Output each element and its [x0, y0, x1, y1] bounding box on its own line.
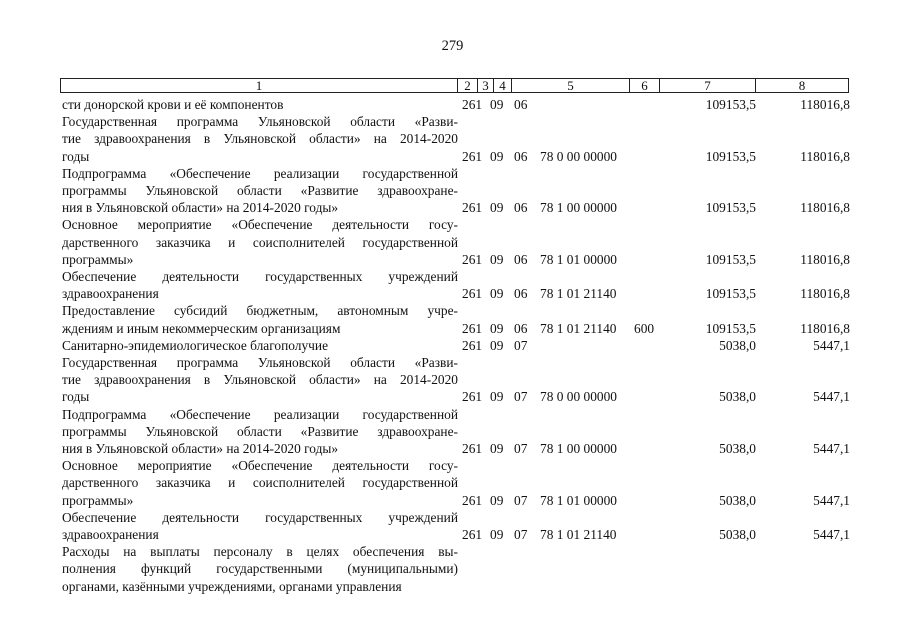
cell-c3: 09	[490, 251, 504, 267]
cell-c5: 78 1 00 00000	[540, 200, 617, 216]
row-description-line: ния в Ульяновской области» на 2014-2020 годы»	[62, 200, 339, 216]
row-description-line: тие здравоохранения в Ульяновской области» на 2014-2020	[62, 372, 458, 388]
row-description	[62, 337, 458, 354]
row-description	[62, 96, 458, 113]
cell-c5: 78 1 01 00000	[540, 251, 617, 267]
cell-c3: 09	[490, 320, 504, 336]
cell-c7: 5038,0	[719, 440, 756, 456]
cell-c4: 06	[514, 251, 528, 267]
cell-c3: 09	[490, 337, 504, 353]
row-description-line: ждениям и иным некоммерческим организациям	[62, 320, 341, 336]
row-description-line: сти донорской крови и её компонентов	[62, 97, 284, 112]
table-header	[60, 78, 849, 93]
row-description-line: Подпрограмма «Обеспечение реализации государственной	[62, 406, 458, 422]
row-description	[62, 457, 458, 509]
cell-c4: 06	[514, 320, 528, 336]
cell-c5: 78 1 00 00000	[540, 440, 617, 456]
row-description-line: дарственного заказчика и соисполнителей государственной	[62, 475, 458, 491]
row-description	[62, 216, 458, 268]
row-description-line: ния в Ульяновской области» на 2014-2020 годы»	[62, 441, 339, 456]
row-description-line: Подпрограмма «Обеспечение реализации государственной	[62, 165, 458, 181]
cell-c7: 109153,5	[705, 320, 756, 336]
cell-c2: 261	[462, 286, 483, 302]
cell-c7: 109153,5	[705, 251, 756, 267]
cell-c2: 261	[462, 526, 483, 542]
header-col-5: 5	[511, 79, 629, 92]
cell-c2: 261	[462, 337, 483, 353]
row-description-line: здравоохранения	[62, 286, 159, 302]
cell-c4: 06	[514, 200, 528, 216]
header-col-8: 8	[755, 79, 848, 92]
cell-c3: 09	[490, 526, 504, 542]
cell-c4: 06	[514, 97, 528, 112]
row-description	[62, 354, 458, 406]
cell-c3: 09	[490, 492, 504, 508]
row-description	[62, 268, 458, 302]
cell-c4: 07	[514, 337, 528, 353]
cell-c8: 5447,1	[813, 526, 850, 542]
cell-c8: 118016,8	[800, 148, 850, 164]
cell-c7: 109153,5	[705, 286, 756, 302]
row-description	[62, 406, 458, 458]
cell-c7: 5038,0	[719, 492, 756, 508]
row-description	[62, 509, 458, 543]
cell-c4: 07	[514, 389, 528, 405]
cell-c7: 109153,5	[705, 148, 756, 164]
cell-c8: 118016,8	[800, 97, 850, 112]
row-description-line: Расходы на выплаты персоналу в целях обеспечения вы-	[62, 544, 458, 560]
cell-c8: 5447,1	[813, 337, 850, 353]
cell-c5: 78 0 00 00000	[540, 389, 617, 405]
cell-c5: 78 0 00 00000	[540, 148, 617, 164]
row-description-line: тие здравоохранения в Ульяновской области» на 2014-2020	[62, 131, 458, 147]
cell-c3: 09	[490, 286, 504, 302]
header-col-6: 6	[629, 79, 659, 92]
cell-c4: 07	[514, 492, 528, 508]
cell-c5: 78 1 01 21140	[540, 320, 617, 336]
cell-c8: 5447,1	[813, 440, 850, 456]
cell-c8: 5447,1	[813, 492, 850, 508]
cell-c2: 261	[462, 148, 483, 164]
row-description-line: здравоохранения	[62, 527, 159, 542]
cell-c8: 5447,1	[813, 389, 850, 405]
cell-c3: 09	[490, 389, 504, 405]
row-description-line: программы»	[62, 492, 134, 508]
row-description	[62, 302, 458, 336]
header-col-3: 3	[477, 79, 493, 92]
cell-c2: 261	[462, 492, 483, 508]
cell-c8: 118016,8	[800, 286, 850, 302]
row-description	[62, 543, 458, 595]
row-description-line: программы Ульяновской области «Развитие здравоохране-	[62, 183, 458, 198]
header-col-1: 1	[255, 78, 263, 93]
cell-c4: 07	[514, 440, 528, 456]
cell-c3: 09	[490, 200, 504, 216]
row-description-line: Обеспечение деятельности государственных учреждений	[62, 269, 458, 284]
cell-c4: 07	[514, 526, 528, 542]
header-col-7: 7	[659, 79, 755, 92]
cell-c8: 118016,8	[800, 251, 850, 267]
row-description-line: полнения функций государственными (муниципальными)	[62, 561, 458, 577]
cell-c7: 109153,5	[705, 200, 756, 216]
cell-c2: 261	[462, 389, 483, 405]
row-description-line: Основное мероприятие «Обеспечение деятельности госу-	[62, 458, 458, 474]
cell-c2: 261	[462, 320, 483, 336]
row-description-line: годы	[62, 148, 90, 164]
cell-c8: 118016,8	[800, 200, 850, 216]
cell-c2: 261	[462, 97, 483, 112]
row-description-line: годы	[62, 389, 90, 405]
cell-c2: 261	[462, 251, 483, 267]
row-description-line: Обеспечение деятельности государственных учреждений	[62, 509, 458, 525]
cell-c5: 78 1 01 00000	[540, 492, 617, 508]
cell-c7: 109153,5	[705, 97, 756, 112]
cell-c7: 5038,0	[719, 389, 756, 405]
row-description-line: дарственного заказчика и соисполнителей государственной	[62, 234, 458, 250]
row-description-line: программы Ульяновской области «Развитие здравоохране-	[62, 423, 458, 439]
header-col-2: 2	[457, 79, 477, 92]
row-description	[62, 165, 458, 217]
cell-c4: 06	[514, 148, 528, 164]
cell-c3: 09	[490, 440, 504, 456]
cell-c2: 261	[462, 440, 483, 456]
cell-c8: 118016,8	[800, 320, 850, 336]
cell-c3: 09	[490, 97, 504, 112]
cell-c5: 78 1 01 21140	[540, 286, 617, 302]
row-description	[62, 113, 458, 165]
row-description-line: Основное мероприятие «Обеспечение деятельности госу-	[62, 217, 458, 233]
cell-c5: 78 1 01 21140	[540, 526, 617, 542]
cell-c6: 600	[634, 320, 655, 336]
cell-c7: 5038,0	[719, 526, 756, 542]
cell-c7: 5038,0	[719, 337, 756, 353]
row-description-line: Санитарно-эпидемиологическое благополучие	[62, 337, 329, 353]
cell-c3: 09	[490, 148, 504, 164]
row-description-line: программы»	[62, 251, 134, 267]
cell-c2: 261	[462, 200, 483, 216]
page-number: 279	[441, 38, 464, 54]
row-description-line: органами, казёнными учреждениями, органами управления	[62, 578, 402, 594]
header-col-4: 4	[493, 79, 511, 92]
cell-c4: 06	[514, 286, 528, 302]
row-description-line: Государственная программа Ульяновской области «Разви-	[62, 355, 458, 370]
row-description-line: Предоставление субсидий бюджетным, автономным учре-	[62, 303, 458, 319]
row-description-line: Государственная программа Ульяновской области «Разви-	[62, 114, 458, 130]
